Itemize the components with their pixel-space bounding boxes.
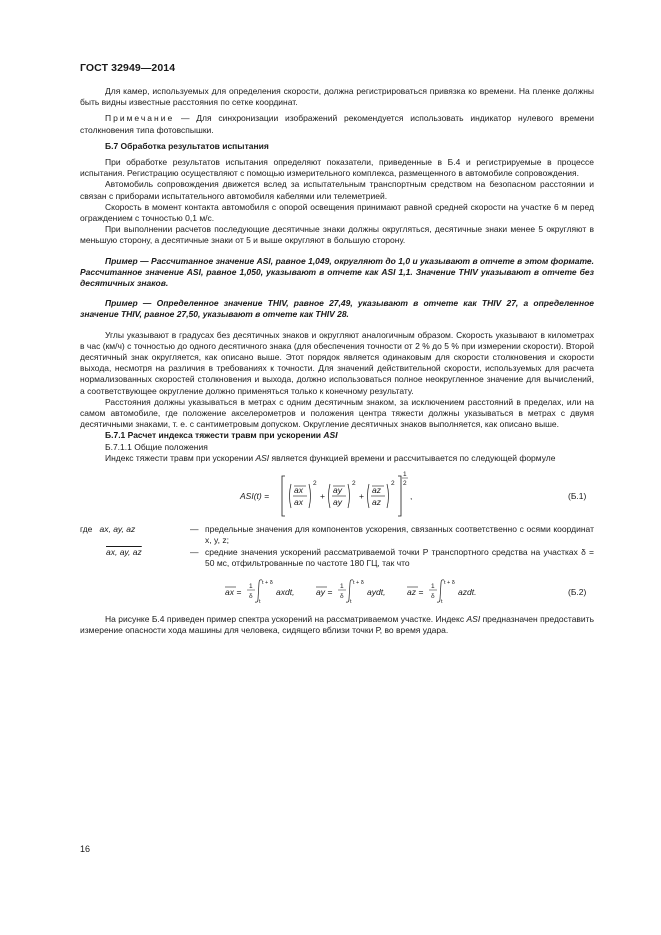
formula-b1 xyxy=(80,470,594,520)
formula-b2-graphic xyxy=(80,575,594,609)
paragraph-distances: Расстояния должны указываться в метрах с одним десятичным знаком, за исключением расстояний в пределах, или на самом автомобиле, где положение акселерометров и положения центра тяжести должны указываться в метрах с двумя десятичными знаками, т. е. с сантиметровым допуском. Округление десятичных знаков выполняется, как описано выше. xyxy=(80,396,594,430)
paren-left-2 xyxy=(329,484,331,508)
outer-exp-den: 2 xyxy=(403,480,407,488)
document-header: ГОСТ 32949—2014 xyxy=(80,62,176,74)
ay-lower: t xyxy=(350,598,352,605)
az-one: 1 xyxy=(431,582,435,590)
ax-upper: t + δ xyxy=(262,579,273,586)
paragraph-camera-timing: Для камер, используемых для определения скорости, должна регистрироваться привязка ко времени. На пленке должны быть видны известные расстояния по сетке координат. xyxy=(80,86,594,108)
outer-exp-num: 1 xyxy=(403,471,407,479)
where-vars-1: ax, ay, az xyxy=(99,524,136,535)
formula-b2 xyxy=(80,575,594,609)
p8-end: является функцией времени и рассчитывается по следующей формуле xyxy=(269,452,556,463)
where-desc-2: средние значения ускорений рассматриваемой точки Р транспортного средства на участках δ = 50 мс, отфильтрованные по частоте 180 ГЦ, так что xyxy=(205,546,594,568)
ax-lower: t xyxy=(259,598,261,605)
paren-right-2 xyxy=(348,484,350,508)
paragraph-asi-definition xyxy=(80,453,594,464)
az-integrand: azdt. xyxy=(458,586,477,597)
document-body xyxy=(80,86,594,636)
note-text: — Для синхронизации изображений рекомендуется использовать индикатор нулевого времени столкновения типа фотовспышки. xyxy=(80,113,594,135)
where-row-1-label xyxy=(80,524,198,535)
exp-ay: 2 xyxy=(352,480,356,488)
ax-numerator: ax xyxy=(294,485,303,496)
ay-upper: t + δ xyxy=(353,579,364,586)
example-asi: Пример — Рассчитанное значение ASI, равное 1,049, округляют до 1,0 и указывают в отчете в этом формате. Рассчитанное значение ASI, равное 1,050, указывают в отчете как ASI 1,1. Значение THIV указывают в отчете без десятичных знаков. xyxy=(80,255,594,289)
section-heading-b71 xyxy=(80,430,594,441)
ax-denominator: ax xyxy=(294,497,303,508)
where-word: где xyxy=(80,524,93,535)
formula-b1-number: (Б.1) xyxy=(568,491,587,502)
ay-mean-lhs: ay = xyxy=(316,586,333,597)
ax-one: 1 xyxy=(249,582,253,590)
az-lower: t xyxy=(441,598,443,605)
az-upper: t + δ xyxy=(444,579,455,586)
where-dash-2: — xyxy=(190,546,199,557)
where-row-2 xyxy=(80,547,594,569)
note-label: Примечание xyxy=(105,113,175,124)
where-dash-1: — xyxy=(190,524,199,535)
ax-mean-lhs: ax = xyxy=(225,586,242,597)
ay-one: 1 xyxy=(340,582,344,590)
paren-right-1 xyxy=(309,484,311,508)
az-denominator: az xyxy=(372,497,381,508)
outer-bracket-left xyxy=(282,476,285,516)
where-row-1 xyxy=(80,524,594,546)
ay-delta: δ xyxy=(340,592,344,600)
paragraph-figure-b4 xyxy=(80,614,594,636)
formula-b1-comma: , xyxy=(410,491,413,502)
last-abbr: ASI xyxy=(466,613,481,624)
plus-1: + xyxy=(320,491,325,502)
ax-integrand: axdt, xyxy=(276,586,295,597)
exp-ax: 2 xyxy=(313,480,317,488)
paragraph-escort-vehicle: Автомобиль сопровождения движется вслед за испытательным транспортным средством на безопасном расстоянии и связан с приборами испытательного автомобиля кабелями или телеметрией. xyxy=(80,179,594,201)
note-paragraph xyxy=(80,113,594,135)
last-end: предназначен предоставить измерение опасности хода машины для человека, сидящего вблизи точки Р, во время удара. xyxy=(80,613,595,636)
paragraph-contact-speed: Скорость в момент контакта автомобиля с опорой освещения принимают равной средней скорости на участке 6 м перед ограждением с точностью 0,1 м/с. xyxy=(80,201,594,224)
paragraph-angles-speed: Углы указывают в градусах без десятичных знаков и округляют аналогичным образом. Скорость указывают в километрах в час (км/ч) с точностью до одного десятичного знака (для обеспечения точности от 2 % до 5 % при измерении скорости). Второй десятичный знак округляется, как описано выше. Этот порядок является одинаковым для скорости столкновения и скорости выхода, несмотря на различия в требованиях к точности. Для значений действительной скорости, используемых для расчета нормализованных скоростей столкновения и выхода, должно использоваться полное неокругленное значение для вычислений, а соответствующее округление должно применяться только к конечному результату. xyxy=(80,329,594,396)
ax-delta: δ xyxy=(249,592,253,600)
b71-heading-text: Б.7.1 Расчет индекса тяжести травм при ускорении xyxy=(105,430,324,441)
az-numerator: az xyxy=(372,485,381,496)
where-block xyxy=(80,524,594,569)
ay-numerator: ay xyxy=(333,485,342,496)
exp-az: 2 xyxy=(391,480,395,488)
formula-b1-graphic xyxy=(80,470,594,520)
ay-denominator: ay xyxy=(333,497,342,508)
paren-left-1 xyxy=(290,484,292,508)
page-number: 16 xyxy=(80,844,91,854)
paren-right-3 xyxy=(387,484,389,508)
where-vars-2: ax, ay, az xyxy=(106,546,142,557)
az-mean-lhs: az = xyxy=(407,586,424,597)
last-start: На рисунке Б.4 приведен пример спектра ускорений на рассматриваемом участке. Индекс xyxy=(105,613,467,624)
az-delta: δ xyxy=(431,592,435,600)
plus-2: + xyxy=(359,491,364,502)
formula-b1-lhs: ASI(t) = xyxy=(240,491,270,502)
b71-heading-abbr: ASI xyxy=(323,430,338,441)
where-desc-1: предельные значения для компонентов ускорения, связанных соответственно с осями координат x, y, z; xyxy=(205,524,594,546)
ay-integrand: aydt, xyxy=(367,586,386,597)
subsection-heading-b711: Б.7.1.1 Общие положения xyxy=(105,441,208,452)
paragraph-processing: При обработке результатов испытания определяют показатели, приведенные в Б.4 и регистрируемые в процессе испытания. Регистрацию осуществляют с помощью измерительного комплекса, размещенного в автомобиле сопровождения. xyxy=(80,157,594,179)
outer-bracket-right xyxy=(398,476,401,516)
p8-start: Индекс тяжести травм при ускорении xyxy=(105,452,256,463)
example-thiv: Пример — Определенное значение THIV, равное 27,49, указывают в отчете как THIV 27, а определенное значение THIV, равное 27,50, указывают в отчете как THIV 28. xyxy=(80,298,594,320)
section-heading-b7: Б.7 Обработка результатов испытания xyxy=(105,140,269,151)
where-row-2-label xyxy=(106,547,224,558)
p8-abbr: ASI xyxy=(255,452,270,463)
paragraph-rounding: При выполнении расчетов последующие десятичные знаки должны округляться, десятичные знаки менее 5 округляют в меньшую сторону, а десятичные знаки от 5 и выше округляют в большую сторону. xyxy=(80,224,594,246)
formula-b2-number: (Б.2) xyxy=(568,586,587,597)
paren-left-3 xyxy=(368,484,370,508)
